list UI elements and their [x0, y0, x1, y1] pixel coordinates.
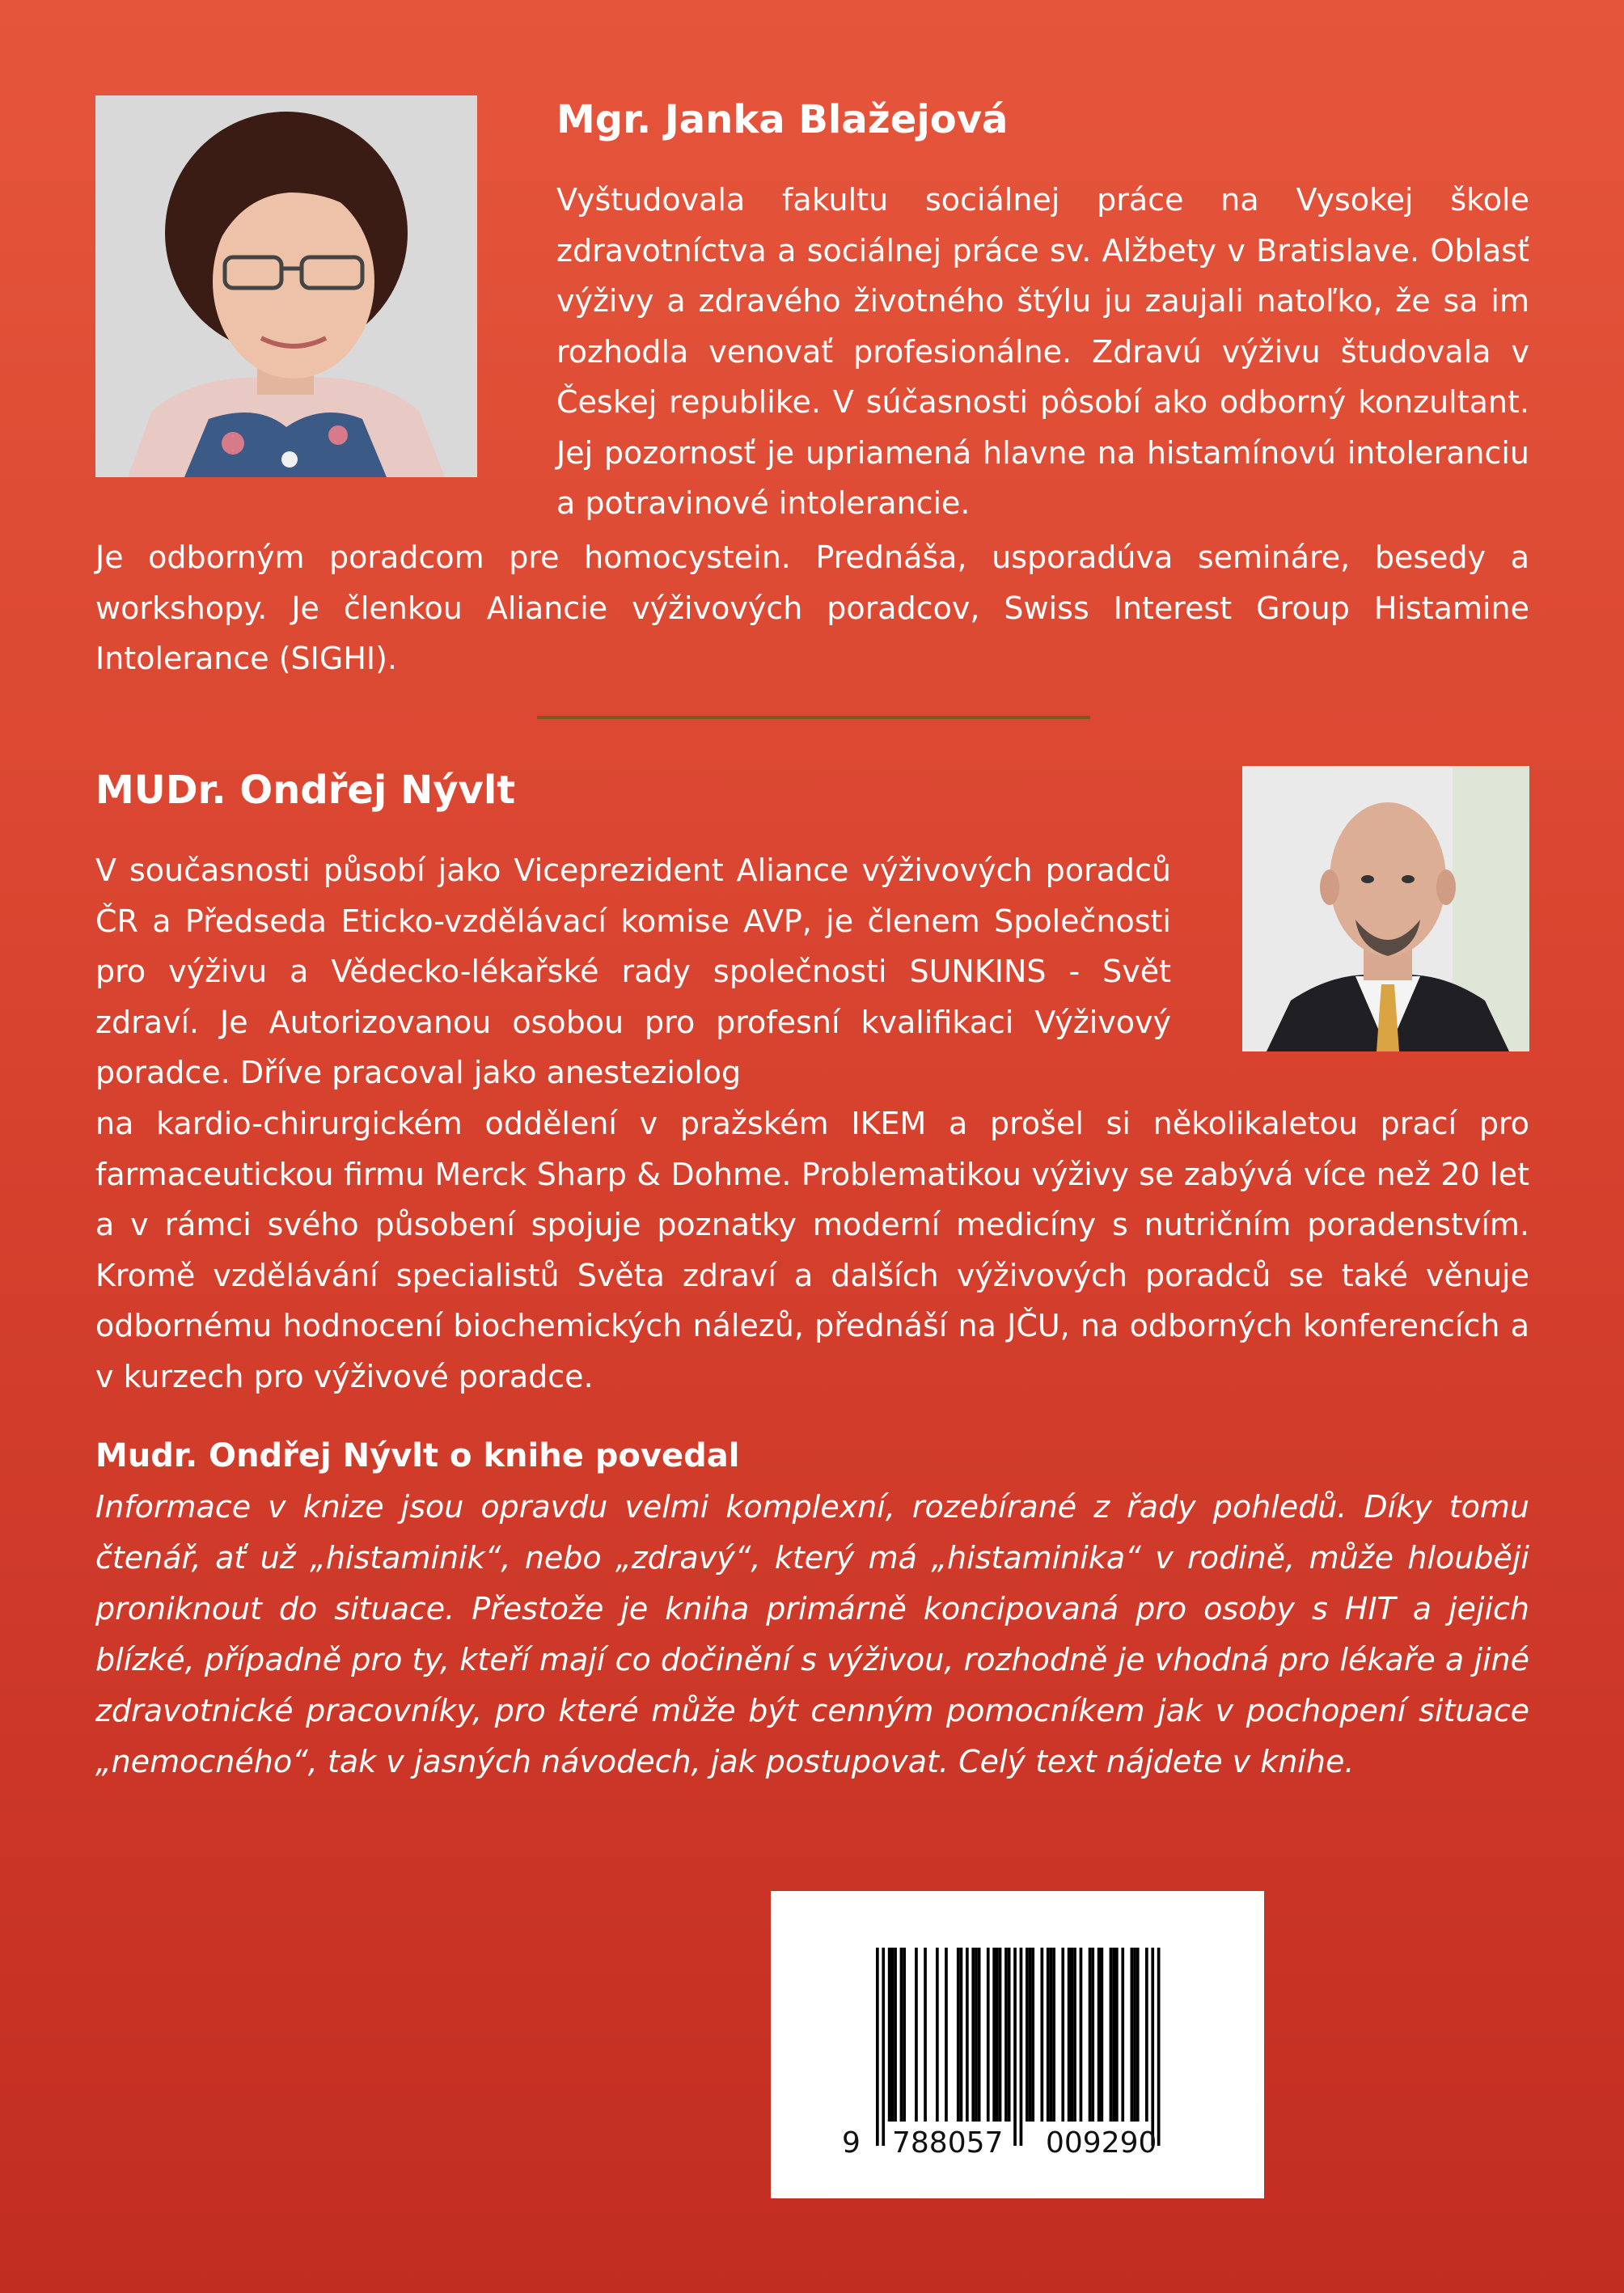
author2-name: MUDr. Ondřej Nývlt	[95, 768, 516, 813]
barcode-bar	[966, 1948, 969, 2122]
barcode-bar	[936, 1948, 939, 2122]
barcode-bar	[1008, 1948, 1011, 2122]
barcode-bar	[996, 1948, 999, 2122]
barcode-bar	[957, 1948, 960, 2122]
barcode-bar	[1004, 1948, 1008, 2122]
barcode-bar	[1041, 1948, 1044, 2122]
barcode-bar	[1052, 1948, 1055, 2122]
barcode-bar	[945, 1948, 948, 2122]
barcode-bar	[1071, 1948, 1074, 2122]
barcode-bar	[900, 1948, 903, 2122]
barcode-guard-bar	[1020, 1948, 1023, 2146]
barcode-bar	[1091, 1948, 1094, 2122]
barcode-bar	[1089, 1948, 1092, 2122]
barcode-guard-bar	[1013, 1948, 1017, 2146]
barcode-bar	[971, 1948, 975, 2122]
barcode-guard-bar	[882, 1948, 885, 2146]
barcode-bar	[1097, 1948, 1101, 2122]
barcode-bar	[888, 1948, 891, 2122]
barcode-bar	[978, 1948, 981, 2122]
barcode-bar	[1131, 1948, 1134, 2122]
barcode-bar	[987, 1948, 990, 2122]
barcode-bar	[1133, 1948, 1136, 2122]
barcode-bar	[924, 1948, 927, 2122]
barcode-bar	[915, 1948, 918, 2122]
author2-photo	[1242, 766, 1529, 1051]
barcode-bar	[1068, 1948, 1071, 2122]
author1-bio-part2: Je odborným poradcom pre homocystein. Prednáša, usporadúva semináre, besedy a workshopy. Je členkou Aliancie výživových poradcov, Swiss Interest Group Histamine Intolerance (SIGHI).	[95, 539, 1529, 676]
author1-bio-part1: Vyštudovala fakultu sociálnej práce na Vysokej škole zdravotníctva a sociálnej práce sv. Alžbety v Bratislave. Oblasť výživy a zdravého životného štýlu ju zaujali natoľko, že sa im rozhodla venovať profesionálne. Zdravú výživu študovala v Českej republike. V súčasnosti pôsobí ako odborný konzultant. Jej pozornosť je upriamená hlavne na histamínovú intoleranciu a potravinové intolerancie.	[556, 182, 1529, 521]
barcode-first-digit: 9	[842, 2126, 861, 2160]
barcode-bar	[992, 1948, 996, 2122]
barcode-bar	[975, 1948, 978, 2122]
author1-photo	[95, 95, 477, 477]
barcode-left-digits: 788057	[892, 2126, 1004, 2160]
barcode-bar	[1050, 1948, 1053, 2122]
barcode-bar	[1073, 1948, 1076, 2122]
barcode-bar	[1145, 1948, 1148, 2122]
barcode-bar	[999, 1948, 1002, 2122]
barcode-bar	[903, 1948, 906, 2122]
barcode-bar	[1101, 1948, 1104, 2122]
barcode-bar	[1026, 1948, 1029, 2122]
barcode-bar	[1136, 1948, 1140, 2122]
barcode-bar	[1080, 1948, 1083, 2122]
barcode-guard-bar	[876, 1948, 879, 2146]
isbn-barcode	[771, 1891, 1264, 2198]
barcode-guard-bar	[1151, 1948, 1154, 2146]
barcode-bar	[1029, 1948, 1032, 2122]
barcode-guard-bar	[1157, 1948, 1161, 2146]
barcode-bar	[960, 1948, 963, 2122]
barcode-bar	[1047, 1948, 1050, 2122]
barcode-right-digits: 009290	[1046, 2126, 1157, 2160]
author2-bio-part1: V současnosti působí jako Viceprezident Aliance výživových poradců ČR a Předseda Eticko-vzdělávací komise AVP, je členem Společnosti pro výživu a Vědecko-lékařské rady společnosti SUNKINS - Svět zdraví. Je Autorizovanou osobou pro profesní kvalifikaci Výživový poradce. Dříve pracoval jako anesteziolog	[95, 852, 1171, 1090]
quote-heading: Mudr. Ondřej Nývlt o knihe povedal	[95, 1437, 740, 1474]
author1-name: Mgr. Janka Blažejová	[556, 97, 1009, 142]
section-divider	[537, 716, 1090, 719]
barcode-bar	[1112, 1948, 1115, 2122]
barcode-bar	[1061, 1948, 1064, 2122]
barcode-bar	[1110, 1948, 1113, 2122]
barcode-bar	[1115, 1948, 1119, 2122]
author2-bio-part2: na kardio-chirurgickém oddělení v pražském IKEM a prošel si několikaletou prací pro farmaceutickou firmu Merck Sharp & Dohme. Problematikou výživy se zabývá více než 20 let a v rámci svého působení spojuje poznatky moderní medicíny s nutričním poradenstvím. Kromě vzdělávání specialistů Světa zdraví a dalších výživových poradců se také věnuje odbornému hodnocení biochemických nálezů, přednáší na JČU, na odborných konferencích a v kurzech pro výživové poradce.	[95, 1106, 1529, 1394]
barcode-bar	[891, 1948, 894, 2122]
barcode-bar	[1031, 1948, 1034, 2122]
barcode-bar	[1121, 1948, 1124, 2122]
quote-text: Informace v knize jsou opravdu velmi komplexní, rozebírané z řady pohledů. Díky tomu čtenář, ať už „histaminik“, nebo „zdravý“, který má „histaminika“ v rodině, může hlouběji proniknout do situace. Přestože je kniha primárně koncipovaná pro osoby s HIT a jejich blízké, případně pro ty, kteří mají co dočinění s výživou, rozhodně je vhodná pro lékaře a jiné zdravotnické pracovníky, pro které může být cenným pomocníkem jak v pochopení situace „nemocného“, tak v jasných návodech, jak postupovat. Celý text nájdete v knihe.	[95, 1489, 1529, 1779]
barcode-bar	[894, 1948, 897, 2122]
